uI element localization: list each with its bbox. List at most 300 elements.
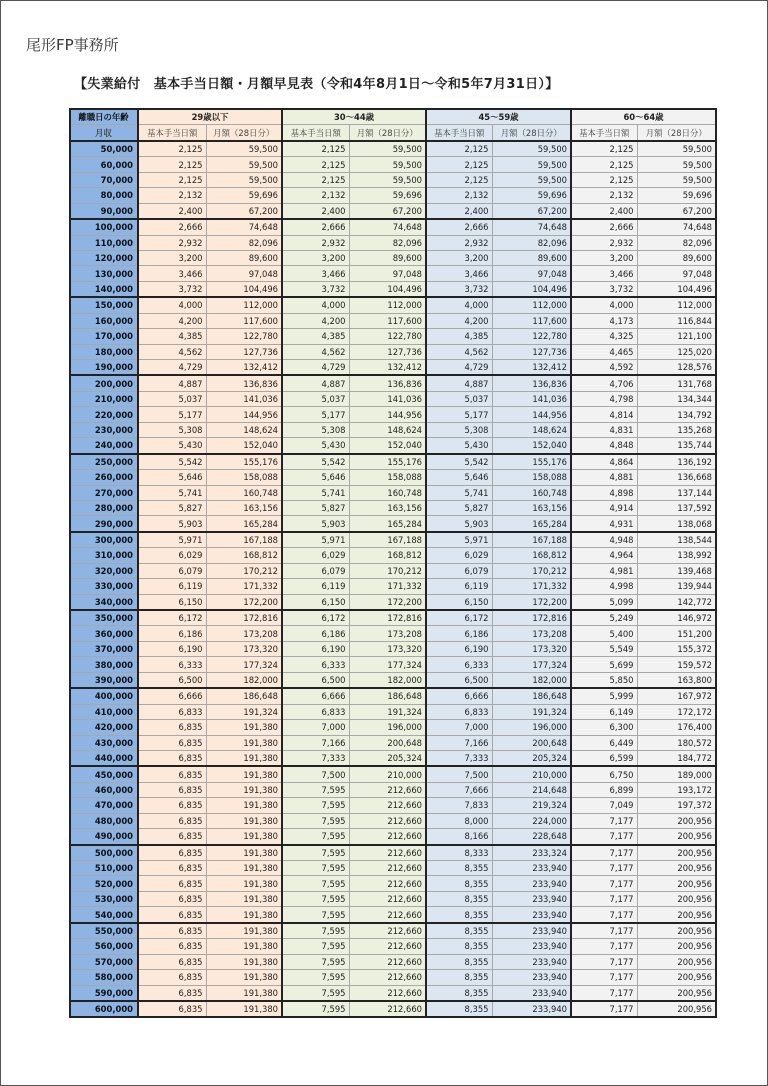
monthly-amount-cell: 176,400	[637, 720, 716, 735]
monthly-amount-cell: 127,736	[492, 344, 571, 359]
monthly-amount-cell: 172,816	[492, 610, 571, 626]
monthly-amount-cell: 89,600	[492, 250, 571, 265]
daily-amount-cell: 6,835	[138, 923, 206, 939]
monthly-amount-cell: 137,144	[637, 485, 716, 500]
daily-amount-cell: 7,595	[282, 876, 349, 891]
monthly-amount-cell: 59,500	[637, 141, 716, 157]
monthly-amount-cell: 128,576	[637, 360, 716, 376]
income-cell: 520,000	[70, 876, 138, 891]
monthly-amount-cell: 89,600	[637, 250, 716, 265]
monthly-amount-cell: 212,660	[349, 923, 426, 939]
daily-amount-cell: 3,200	[138, 250, 206, 265]
daily-amount-cell: 6,150	[138, 594, 206, 610]
income-cell: 60,000	[70, 157, 138, 172]
monthly-amount-cell: 212,660	[349, 985, 426, 1001]
daily-amount-cell: 6,835	[138, 782, 206, 797]
daily-amount-cell: 5,308	[138, 422, 206, 437]
header-row-groups	[70, 109, 716, 125]
daily-amount-cell: 4,814	[571, 407, 637, 422]
daily-amount-cell: 5,699	[571, 657, 637, 672]
daily-amount-cell: 5,099	[571, 594, 637, 610]
daily-amount-cell: 7,177	[571, 923, 637, 939]
table-row	[70, 407, 716, 422]
daily-amount-cell: 7,500	[426, 766, 492, 782]
monthly-amount-cell: 97,048	[492, 266, 571, 281]
daily-amount-cell: 6,899	[571, 782, 637, 797]
daily-amount-cell: 6,190	[282, 641, 349, 656]
daily-amount-cell: 2,125	[426, 141, 492, 157]
table-row	[70, 641, 716, 656]
monthly-amount-cell: 200,956	[637, 923, 716, 939]
daily-amount-cell: 6,835	[138, 735, 206, 750]
daily-amount-cell: 6,300	[571, 720, 637, 735]
monthly-amount-cell: 233,940	[492, 876, 571, 891]
group-header-60-64: 60～64歳	[571, 109, 716, 125]
table-row	[70, 297, 716, 313]
monthly-amount-cell: 191,380	[206, 735, 282, 750]
income-cell: 450,000	[70, 766, 138, 782]
daily-amount-cell: 7,333	[426, 750, 492, 766]
document-title: 【失業給付 基本手当日額・月額早見表（令和4年8月1日～令和5年7月31日）】	[74, 77, 559, 92]
daily-amount-cell: 2,132	[138, 188, 206, 203]
monthly-amount-cell: 163,156	[492, 500, 571, 515]
monthly-amount-cell: 212,660	[349, 1001, 426, 1017]
daily-amount-cell: 5,827	[426, 500, 492, 515]
table-row	[70, 203, 716, 219]
monthly-amount-cell: 59,696	[492, 188, 571, 203]
daily-amount-cell: 2,400	[571, 203, 637, 219]
monthly-amount-cell: 224,000	[492, 813, 571, 828]
daily-amount-cell: 8,355	[426, 970, 492, 985]
monthly-amount-cell: 233,940	[492, 907, 571, 923]
monthly-amount-cell: 155,372	[637, 641, 716, 656]
daily-amount-cell: 2,125	[571, 172, 637, 187]
monthly-amount-cell: 59,500	[349, 141, 426, 157]
income-cell: 200,000	[70, 375, 138, 391]
monthly-amount-cell: 117,600	[349, 313, 426, 328]
monthly-amount-cell: 171,332	[349, 579, 426, 594]
daily-amount-cell: 2,932	[282, 235, 349, 250]
daily-amount-cell: 5,177	[426, 407, 492, 422]
monthly-amount-cell: 200,956	[637, 876, 716, 891]
monthly-amount-cell: 112,000	[492, 297, 571, 313]
monthly-amount-cell: 165,284	[349, 516, 426, 532]
daily-amount-cell: 2,666	[138, 219, 206, 235]
daily-amount-cell: 5,741	[138, 485, 206, 500]
monthly-amount-cell: 136,668	[637, 470, 716, 485]
daily-amount-cell: 6,835	[138, 970, 206, 985]
income-cell: 550,000	[70, 923, 138, 939]
table-row	[70, 141, 716, 157]
income-cell: 150,000	[70, 297, 138, 313]
income-cell: 600,000	[70, 1001, 138, 1017]
daily-amount-cell: 4,562	[426, 344, 492, 359]
monthly-amount-cell: 135,744	[637, 438, 716, 454]
table-row	[70, 845, 716, 861]
monthly-amount-cell: 131,768	[637, 375, 716, 391]
daily-amount-cell: 4,000	[282, 297, 349, 313]
daily-amount-cell: 6,119	[138, 579, 206, 594]
table-row	[70, 813, 716, 828]
monthly-amount-cell: 170,212	[206, 563, 282, 578]
daily-amount-cell: 7,177	[571, 845, 637, 861]
monthly-amount-cell: 67,200	[206, 203, 282, 219]
table-row	[70, 923, 716, 939]
daily-amount-cell: 5,971	[282, 532, 349, 548]
daily-amount-cell: 2,125	[138, 141, 206, 157]
monthly-amount-cell: 167,188	[492, 532, 571, 548]
table-row	[70, 500, 716, 515]
monthly-amount-cell: 146,972	[637, 610, 716, 626]
monthly-amount-cell: 212,660	[349, 829, 426, 845]
table-row	[70, 829, 716, 845]
daily-amount-cell: 5,249	[571, 610, 637, 626]
monthly-amount-cell: 182,000	[349, 672, 426, 688]
daily-amount-cell: 7,177	[571, 813, 637, 828]
table-row	[70, 157, 716, 172]
daily-amount-cell: 6,079	[138, 563, 206, 578]
daily-amount-cell: 4,729	[138, 360, 206, 376]
monthly-amount-cell: 112,000	[206, 297, 282, 313]
monthly-amount-cell: 182,000	[492, 672, 571, 688]
monthly-amount-cell: 173,320	[349, 641, 426, 656]
monthly-amount-cell: 219,324	[492, 798, 571, 813]
monthly-amount-cell: 233,940	[492, 1001, 571, 1017]
daily-amount-cell: 6,079	[282, 563, 349, 578]
income-cell: 210,000	[70, 391, 138, 406]
daily-amount-cell: 8,000	[426, 813, 492, 828]
income-cell: 540,000	[70, 907, 138, 923]
daily-amount-cell: 4,964	[571, 548, 637, 563]
daily-amount-cell: 2,132	[571, 188, 637, 203]
daily-amount-cell: 7,595	[282, 923, 349, 939]
daily-amount-cell: 6,835	[138, 939, 206, 954]
monthly-amount-cell: 233,940	[492, 954, 571, 969]
income-cell: 90,000	[70, 203, 138, 219]
monthly-amount-cell: 210,000	[349, 766, 426, 782]
table-row	[70, 954, 716, 969]
monthly-amount-cell: 180,572	[637, 735, 716, 750]
daily-amount-cell: 2,125	[138, 172, 206, 187]
monthly-amount-cell: 136,836	[206, 375, 282, 391]
table-row	[70, 579, 716, 594]
daily-amount-cell: 6,835	[138, 829, 206, 845]
daily-amount-cell: 6,190	[426, 641, 492, 656]
monthly-amount-cell: 121,100	[637, 329, 716, 344]
table-row	[70, 188, 716, 203]
daily-amount-cell: 5,741	[426, 485, 492, 500]
daily-amount-cell: 6,666	[138, 688, 206, 704]
monthly-amount-cell: 191,380	[206, 985, 282, 1001]
monthly-amount-cell: 67,200	[349, 203, 426, 219]
monthly-amount-cell: 191,380	[206, 798, 282, 813]
monthly-amount-cell: 148,624	[206, 422, 282, 437]
monthly-amount-cell: 191,380	[206, 876, 282, 891]
monthly-amount-cell: 186,648	[349, 688, 426, 704]
daily-amount-cell: 2,125	[426, 172, 492, 187]
monthly-amount-cell: 172,200	[349, 594, 426, 610]
daily-amount-cell: 4,887	[138, 375, 206, 391]
monthly-amount-cell: 89,600	[349, 250, 426, 265]
monthly-amount-cell: 59,500	[349, 172, 426, 187]
daily-amount-cell: 7,177	[571, 907, 637, 923]
daily-amount-cell: 3,732	[138, 281, 206, 297]
daily-amount-cell: 7,333	[282, 750, 349, 766]
daily-amount-cell: 2,132	[426, 188, 492, 203]
monthly-amount-cell: 168,812	[349, 548, 426, 563]
daily-amount-cell: 4,848	[571, 438, 637, 454]
monthly-amount-cell: 167,188	[349, 532, 426, 548]
monthly-amount-cell: 191,380	[206, 923, 282, 939]
daily-amount-cell: 5,542	[138, 454, 206, 470]
table-row	[70, 970, 716, 985]
monthly-amount-cell: 212,660	[349, 891, 426, 906]
income-cell: 250,000	[70, 454, 138, 470]
daily-amount-cell: 7,177	[571, 970, 637, 985]
income-cell: 280,000	[70, 500, 138, 515]
income-cell: 80,000	[70, 188, 138, 203]
table-row	[70, 766, 716, 782]
daily-amount-cell: 6,666	[426, 688, 492, 704]
monthly-amount-cell: 212,660	[349, 845, 426, 861]
daily-amount-cell: 2,125	[282, 141, 349, 157]
daily-amount-cell: 2,932	[571, 235, 637, 250]
income-cell: 530,000	[70, 891, 138, 906]
income-cell: 290,000	[70, 516, 138, 532]
income-cell: 120,000	[70, 250, 138, 265]
daily-amount-cell: 8,355	[426, 923, 492, 939]
daily-amount-cell: 2,666	[571, 219, 637, 235]
daily-amount-cell: 8,355	[426, 1001, 492, 1017]
monthly-amount-cell: 173,208	[206, 626, 282, 641]
daily-amount-cell: 5,037	[426, 391, 492, 406]
daily-header: 基本手当日額	[138, 125, 206, 141]
table-row	[70, 532, 716, 548]
daily-header: 基本手当日額	[426, 125, 492, 141]
monthly-amount-cell: 160,748	[206, 485, 282, 500]
income-cell: 260,000	[70, 470, 138, 485]
monthly-amount-cell: 228,648	[492, 829, 571, 845]
daily-amount-cell: 5,177	[282, 407, 349, 422]
daily-amount-cell: 8,166	[426, 829, 492, 845]
daily-amount-cell: 4,706	[571, 375, 637, 391]
monthly-amount-cell: 155,176	[492, 454, 571, 470]
monthly-amount-cell: 117,600	[206, 313, 282, 328]
table-row	[70, 470, 716, 485]
monthly-amount-cell: 191,380	[206, 891, 282, 906]
monthly-amount-cell: 112,000	[349, 297, 426, 313]
daily-amount-cell: 7,595	[282, 939, 349, 954]
income-cell: 380,000	[70, 657, 138, 672]
daily-amount-cell: 7,595	[282, 985, 349, 1001]
income-label: 月収	[70, 125, 138, 141]
daily-amount-cell: 7,177	[571, 876, 637, 891]
monthly-amount-cell: 172,816	[349, 610, 426, 626]
monthly-amount-cell: 136,836	[492, 375, 571, 391]
daily-amount-cell: 4,798	[571, 391, 637, 406]
daily-amount-cell: 6,186	[138, 626, 206, 641]
monthly-amount-cell: 104,496	[349, 281, 426, 297]
monthly-amount-cell: 171,332	[206, 579, 282, 594]
monthly-amount-cell: 200,956	[637, 891, 716, 906]
table-row	[70, 672, 716, 688]
monthly-amount-cell: 160,748	[349, 485, 426, 500]
daily-amount-cell: 4,325	[571, 329, 637, 344]
monthly-amount-cell: 139,468	[637, 563, 716, 578]
monthly-amount-cell: 191,380	[206, 750, 282, 766]
monthly-amount-cell: 177,324	[492, 657, 571, 672]
daily-amount-cell: 7,595	[282, 891, 349, 906]
daily-amount-cell: 4,914	[571, 500, 637, 515]
daily-amount-cell: 7,595	[282, 1001, 349, 1017]
monthly-amount-cell: 200,956	[637, 985, 716, 1001]
monthly-amount-cell: 191,380	[206, 813, 282, 828]
monthly-amount-cell: 173,208	[349, 626, 426, 641]
monthly-amount-cell: 172,200	[206, 594, 282, 610]
monthly-amount-cell: 104,496	[492, 281, 571, 297]
income-cell: 220,000	[70, 407, 138, 422]
daily-amount-cell: 6,835	[138, 954, 206, 969]
monthly-amount-cell: 173,320	[206, 641, 282, 656]
monthly-amount-cell: 59,500	[492, 141, 571, 157]
monthly-amount-cell: 233,940	[492, 891, 571, 906]
daily-amount-cell: 7,177	[571, 954, 637, 969]
table-row	[70, 657, 716, 672]
daily-amount-cell: 7,177	[571, 939, 637, 954]
monthly-amount-cell: 172,172	[637, 704, 716, 719]
daily-amount-cell: 8,355	[426, 876, 492, 891]
monthly-amount-cell: 127,736	[206, 344, 282, 359]
daily-amount-cell: 2,125	[426, 157, 492, 172]
monthly-amount-cell: 165,284	[492, 516, 571, 532]
monthly-amount-cell: 132,412	[206, 360, 282, 376]
monthly-amount-cell: 59,500	[206, 157, 282, 172]
monthly-amount-cell: 168,812	[492, 548, 571, 563]
monthly-amount-cell: 212,660	[349, 907, 426, 923]
income-cell: 100,000	[70, 219, 138, 235]
table-row	[70, 626, 716, 641]
daily-amount-cell: 5,430	[426, 438, 492, 454]
income-cell: 240,000	[70, 438, 138, 454]
monthly-amount-cell: 155,176	[206, 454, 282, 470]
daily-amount-cell: 5,971	[426, 532, 492, 548]
daily-amount-cell: 4,465	[571, 344, 637, 359]
daily-amount-cell: 6,029	[282, 548, 349, 563]
monthly-amount-cell: 155,176	[349, 454, 426, 470]
monthly-amount-cell: 191,380	[206, 954, 282, 969]
monthly-amount-cell: 141,036	[206, 391, 282, 406]
monthly-amount-cell: 191,380	[206, 766, 282, 782]
daily-amount-cell: 2,400	[282, 203, 349, 219]
daily-amount-cell: 5,646	[282, 470, 349, 485]
table-row	[70, 735, 716, 750]
daily-amount-cell: 7,177	[571, 985, 637, 1001]
group-header-29-under: 29歳以下	[138, 109, 282, 125]
monthly-amount-cell: 59,500	[492, 157, 571, 172]
benefit-table	[69, 108, 717, 1018]
table-row	[70, 344, 716, 359]
monthly-amount-cell: 171,332	[492, 579, 571, 594]
monthly-amount-cell: 168,812	[206, 548, 282, 563]
monthly-amount-cell: 148,624	[492, 422, 571, 437]
daily-amount-cell: 2,666	[426, 219, 492, 235]
monthly-amount-cell: 191,380	[206, 907, 282, 923]
monthly-amount-cell: 172,200	[492, 594, 571, 610]
monthly-amount-cell: 82,096	[206, 235, 282, 250]
daily-amount-cell: 5,646	[426, 470, 492, 485]
table-row	[70, 329, 716, 344]
daily-amount-cell: 6,029	[138, 548, 206, 563]
monthly-amount-cell: 125,020	[637, 344, 716, 359]
daily-amount-cell: 3,200	[571, 250, 637, 265]
monthly-amount-cell: 134,792	[637, 407, 716, 422]
income-cell: 300,000	[70, 532, 138, 548]
daily-amount-cell: 6,186	[426, 626, 492, 641]
monthly-amount-cell: 117,600	[492, 313, 571, 328]
daily-amount-cell: 6,666	[282, 688, 349, 704]
monthly-amount-cell: 160,748	[492, 485, 571, 500]
daily-amount-cell: 4,729	[426, 360, 492, 376]
monthly-amount-cell: 173,208	[492, 626, 571, 641]
monthly-amount-cell: 89,600	[206, 250, 282, 265]
monthly-amount-cell: 212,660	[349, 813, 426, 828]
monthly-amount-cell: 82,096	[349, 235, 426, 250]
income-cell: 190,000	[70, 360, 138, 376]
monthly-amount-cell: 82,096	[492, 235, 571, 250]
income-cell: 160,000	[70, 313, 138, 328]
income-cell: 570,000	[70, 954, 138, 969]
daily-amount-cell: 5,549	[571, 641, 637, 656]
income-cell: 230,000	[70, 422, 138, 437]
daily-amount-cell: 3,732	[426, 281, 492, 297]
table-row	[70, 891, 716, 906]
group-header-30-44: 30～44歳	[282, 109, 426, 125]
daily-amount-cell: 2,132	[282, 188, 349, 203]
daily-amount-cell: 6,172	[138, 610, 206, 626]
monthly-amount-cell: 138,992	[637, 548, 716, 563]
monthly-header: 月額（28日分）	[206, 125, 282, 141]
daily-amount-cell: 3,466	[571, 266, 637, 281]
monthly-amount-cell: 158,088	[492, 470, 571, 485]
daily-amount-cell: 7,595	[282, 798, 349, 813]
income-cell: 310,000	[70, 548, 138, 563]
income-cell: 340,000	[70, 594, 138, 610]
daily-amount-cell: 4,385	[426, 329, 492, 344]
daily-amount-cell: 7,166	[426, 735, 492, 750]
table-row	[70, 610, 716, 626]
monthly-amount-cell: 144,956	[492, 407, 571, 422]
monthly-amount-cell: 141,036	[349, 391, 426, 406]
monthly-amount-cell: 191,380	[206, 720, 282, 735]
monthly-amount-cell: 200,956	[637, 845, 716, 861]
daily-amount-cell: 3,466	[426, 266, 492, 281]
monthly-amount-cell: 142,772	[637, 594, 716, 610]
income-cell: 50,000	[70, 141, 138, 157]
monthly-amount-cell: 200,956	[637, 939, 716, 954]
daily-amount-cell: 2,125	[138, 157, 206, 172]
monthly-amount-cell: 233,940	[492, 923, 571, 939]
daily-amount-cell: 2,125	[282, 172, 349, 187]
daily-amount-cell: 8,333	[426, 845, 492, 861]
income-cell: 330,000	[70, 579, 138, 594]
monthly-amount-cell: 233,940	[492, 970, 571, 985]
monthly-amount-cell: 200,956	[637, 954, 716, 969]
monthly-amount-cell: 136,836	[349, 375, 426, 391]
daily-amount-cell: 6,835	[138, 750, 206, 766]
daily-amount-cell: 4,592	[571, 360, 637, 376]
daily-amount-cell: 5,903	[138, 516, 206, 532]
monthly-amount-cell: 137,592	[637, 500, 716, 515]
